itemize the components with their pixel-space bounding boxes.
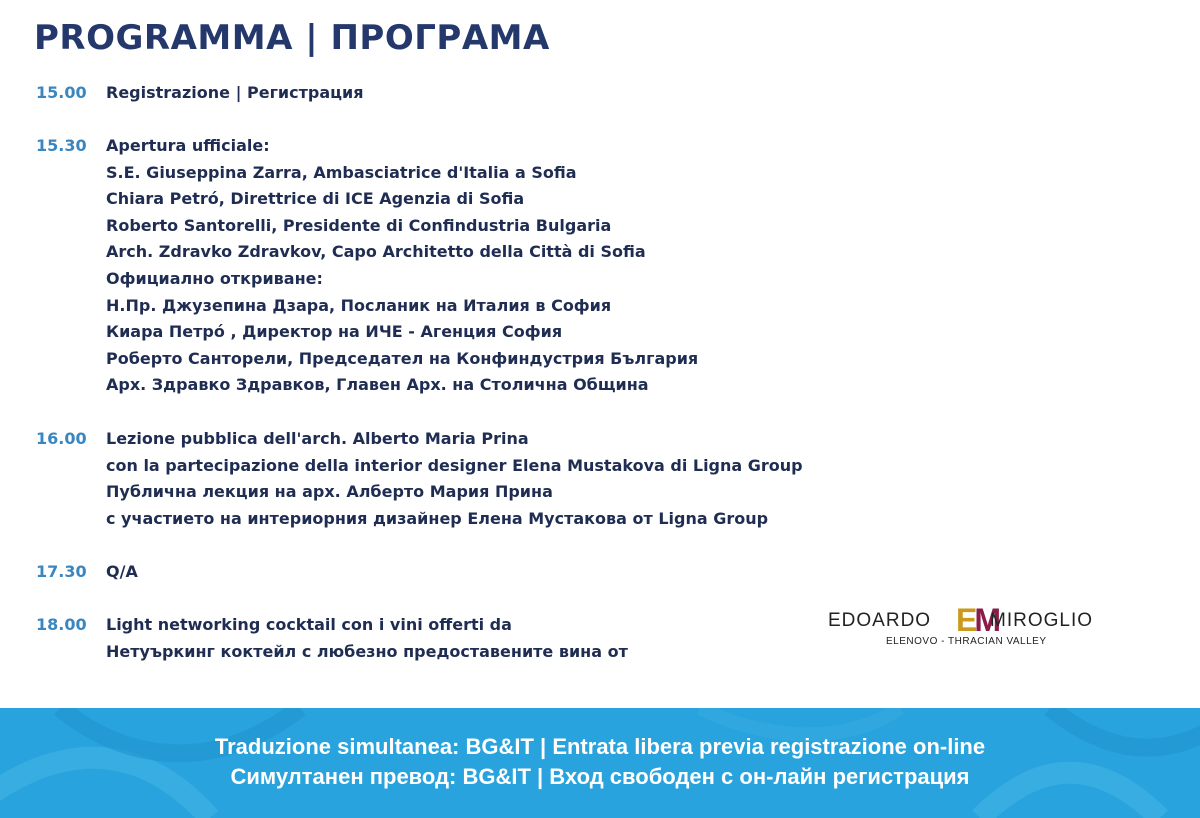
entry-line: Apertura ufficiale:: [106, 136, 270, 155]
entry-line: Публична лекция на арх. Алберто Мария Прина: [106, 482, 553, 502]
entry-line: Arch. Zdravko Zdravkov, Capo Architetto della Città di Sofia: [106, 242, 646, 262]
entry-time: 18.00: [36, 615, 87, 634]
entry-time: 17.30: [36, 562, 87, 581]
sponsor-logo: [828, 600, 1098, 650]
entry-line: Роберто Санторели, Председател на Конфиндустрия България: [106, 348, 699, 368]
entry-line: Q/A: [106, 562, 138, 581]
page-title: PROGRAMMA | ПРОГРАМА: [34, 18, 550, 58]
entry-line: con la partecipazione della interior designer Elena Mustakova di Ligna Group: [106, 455, 803, 475]
entry-line: Н.Пр. Джузепина Дзара, Посланик на Италия в София: [106, 295, 612, 315]
footer-wave-pattern: [0, 708, 1200, 818]
entry-line: Registrazione | Регистрация: [106, 83, 364, 102]
footer-line-italian: Traduzione simultanea: BG&IT | Entrata libera previa registrazione on-line: [214, 734, 986, 759]
entry-line: Lezione pubblica dell'arch. Alberto Maria Prina: [106, 429, 529, 448]
entry-line: Арх. Здравко Здравков, Главен Арх. на Столична Община: [106, 375, 649, 395]
entry-line: Light networking cocktail con i vini offerti da: [106, 615, 512, 634]
entry-line: Киара Петрó , Директор на ИЧЕ - Агенция София: [106, 322, 563, 342]
logo-right-text: MIROGLIO: [990, 610, 1094, 631]
logo-left-text: EDOARDO: [828, 610, 932, 631]
logo-subtitle: ELENOVO - THRACIAN VALLEY: [886, 636, 1047, 647]
entry-line: Roberto Santorelli, Presidente di Confindustria Bulgaria: [106, 215, 612, 235]
entry-time: 15.30: [36, 136, 87, 155]
entry-line: с участието на интериорния дизайнер Елена Мустакова от Ligna Group: [106, 508, 769, 528]
footer-line-bulgarian: Симултанен превод: BG&IT | Вход свободен с он-лайн регистрация: [230, 764, 970, 789]
logo-monogram: EM: [956, 602, 998, 638]
entry-line: Официално откриване:: [106, 268, 323, 288]
entry-line: S.E. Giuseppina Zarra, Ambasciatrice d'Italia a Sofia: [106, 162, 577, 182]
entry-line: Нетуъркинг коктейл с любезно предоставените вина от: [106, 641, 628, 661]
entry-line: Chiara Petró, Direttrice di ICE Agenzia di Sofia: [106, 189, 525, 209]
footer-banner: [0, 708, 1200, 818]
entry-time: 16.00: [36, 429, 87, 448]
entry-time: 15.00: [36, 83, 87, 102]
